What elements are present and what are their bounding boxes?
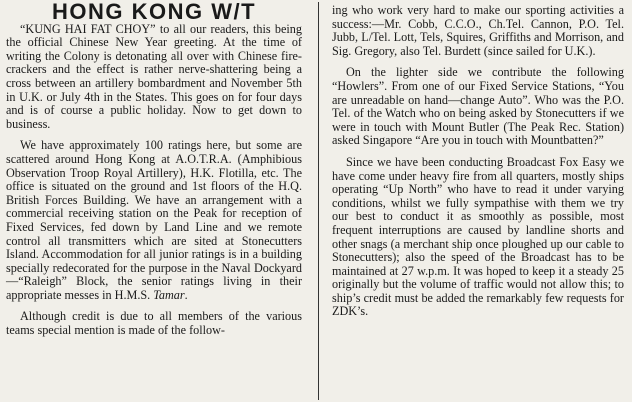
left-column bbox=[6, 0, 302, 346]
paragraph-new-year-greeting: “KUNG HAI FAT CHOY” to all our readers, this being the official Chinese New Year greeting. At the time of writing the Colony is detonating all over with Chinese fire-crackers and the effect is rather nerve-shattering being a cross between an artillery bombardment and November 5th in U.K. or July 4th in the States. This goes on for four days and is of course a public holiday. Now to get down to business. bbox=[6, 21, 302, 131]
paragraph-ratings-end: . bbox=[184, 287, 188, 302]
paragraph-sporting-names: ing who work very hard to make our sporting activities a success:—Mr. Cobb, C.C.O., Ch.Tel. Cannon, P.O. Tel. Jubb, L/Tel. Lott, Tels, Squires, Griffiths and Morrison, and Sig. Gregory, also Tel. Burdett (since sailed for U.K.). bbox=[332, 3, 624, 58]
paragraph-ratings-and-office bbox=[6, 139, 302, 302]
right-column bbox=[332, 0, 624, 327]
paragraph-credit-intro: Although credit is due to all members of the various teams special mention is made of the follow- bbox=[6, 309, 302, 338]
paragraph-howlers: On the lighter side we contribute the following “Howlers”. From one of our Fixed Service Stations, “You are unreadable on hand—change Auto”. Who was the P.O. Tel. of the Watch who on being asked by Stonecutters if we were in touch with Mount Butler (The Peak Rec. Station) asked Singapore “Are you in touch with Mountbatten?” bbox=[332, 65, 624, 148]
article-heading: HONG KONG W/T bbox=[51, 0, 257, 24]
paragraph-broadcast: Since we have been conducting Broadcast Fox Easy we have come under heavy fire from all quarters, mostly ships operating “Up North” who have to read it under varying conditions, whilst we fully sympathise with them we try our best to conduct it as smoothly as possible, most frequent interruptions are caused by landline shorts and other snags (a merchant ship once ploughed up our cable to Stonecutters); also the speed of the Broadcast has to be maintained at 27 w.p.m. It was hoped to keep it a steady 25 originally but the volume of traffic would not allow this; to ship’s credit must be added the remarkably few requests for ZDK’s. bbox=[332, 154, 624, 319]
column-divider bbox=[318, 2, 319, 400]
paragraph-ratings-text: We have approximately 100 ratings here, but some are scattered around Hong Kong at A.O.T.R.A. (Amphibious Observation Troop Royal Artillery), H.K. Flotilla, etc. The office is situated on the ground and 1st floors of the H.Q. British Forces Building. We have an arrangement with a commercial receiving station on the Peak for reception of Fixed Services, fed down by Land Line and we remote control all transmitters which are sited at Stonecutters Island. Accommodation for all junior ratings is in a building specially redecorated for the purpose in the Naval Dockyard—“Raleigh” Block, the senior ratings living in their appropriate messes in H.M.S. bbox=[6, 138, 302, 302]
ship-name: Tamar bbox=[153, 287, 185, 302]
